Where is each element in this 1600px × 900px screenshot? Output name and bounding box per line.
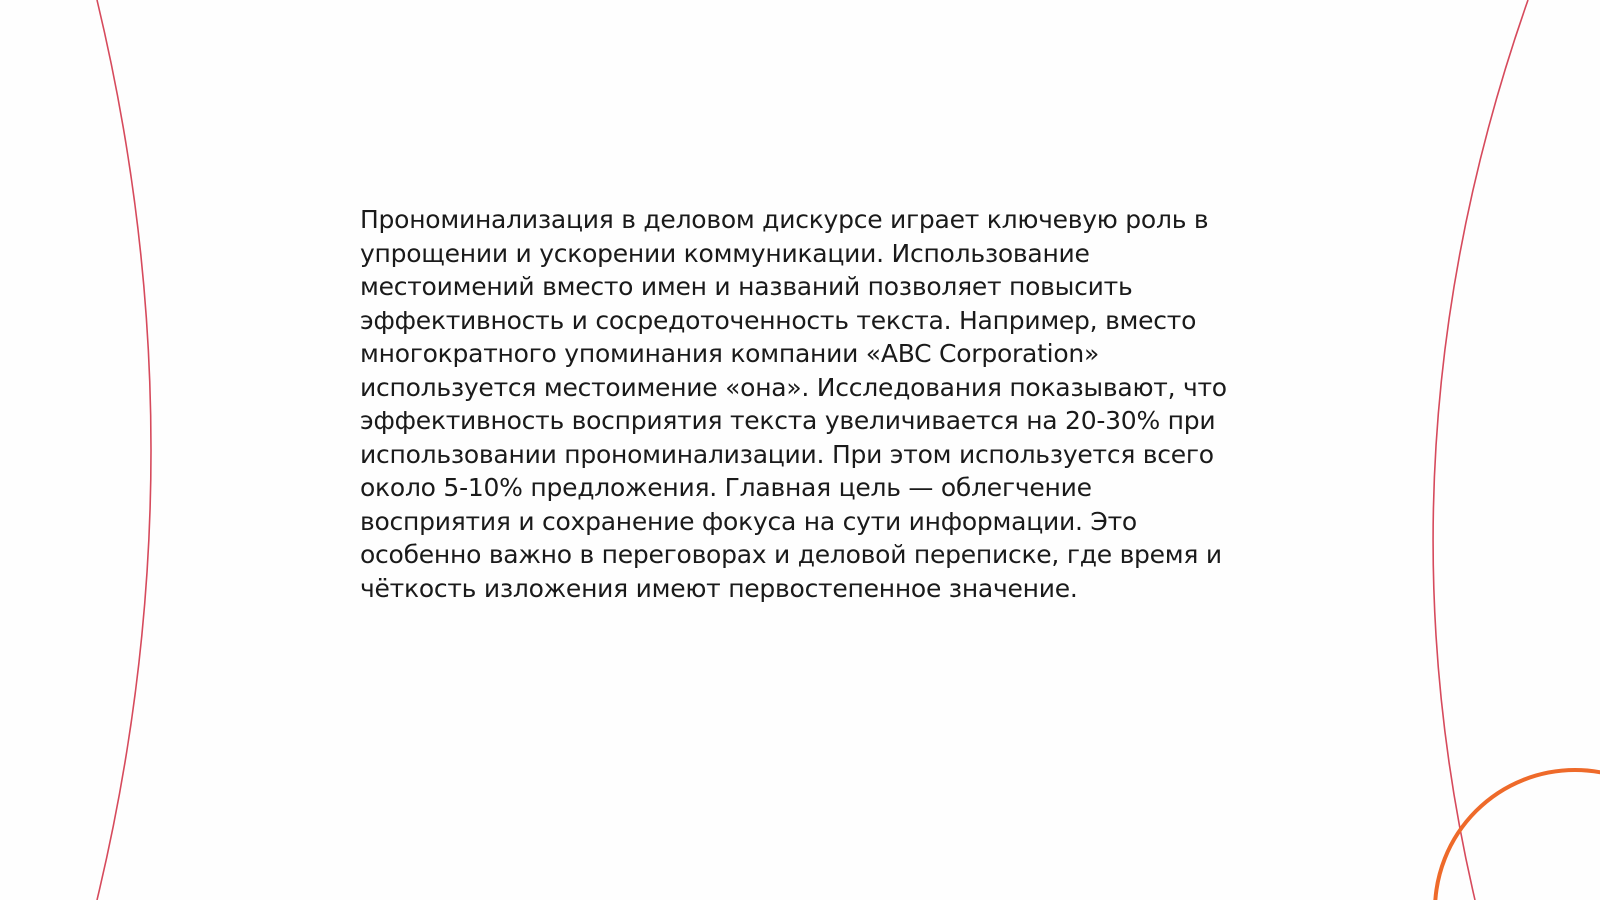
right-arc (1433, 0, 1528, 900)
left-arc (97, 0, 151, 900)
body-paragraph: Прономинализация в деловом дискурсе играет ключевую роль в упрощении и ускорении коммуникации. Использование местоимений вместо имен и названий позволяет повысить эффективность и сосредоточенность текста. Например, вместо многократного упоминания компании «ABC Corporation» используется местоимение «она». Исследования показывают, что эффективность восприятия текста увеличивается на 20-30% при использовании прономинализации. При этом используется всего около 5-10% предложения. Главная цель — облегчение восприятия и сохранение фокуса на сути информации. Это особенно важно в переговорах и деловой переписке, где время и чёткость изложения имеют первостепенное значение. (360, 205, 1227, 603)
orange-ring (1435, 770, 1600, 900)
